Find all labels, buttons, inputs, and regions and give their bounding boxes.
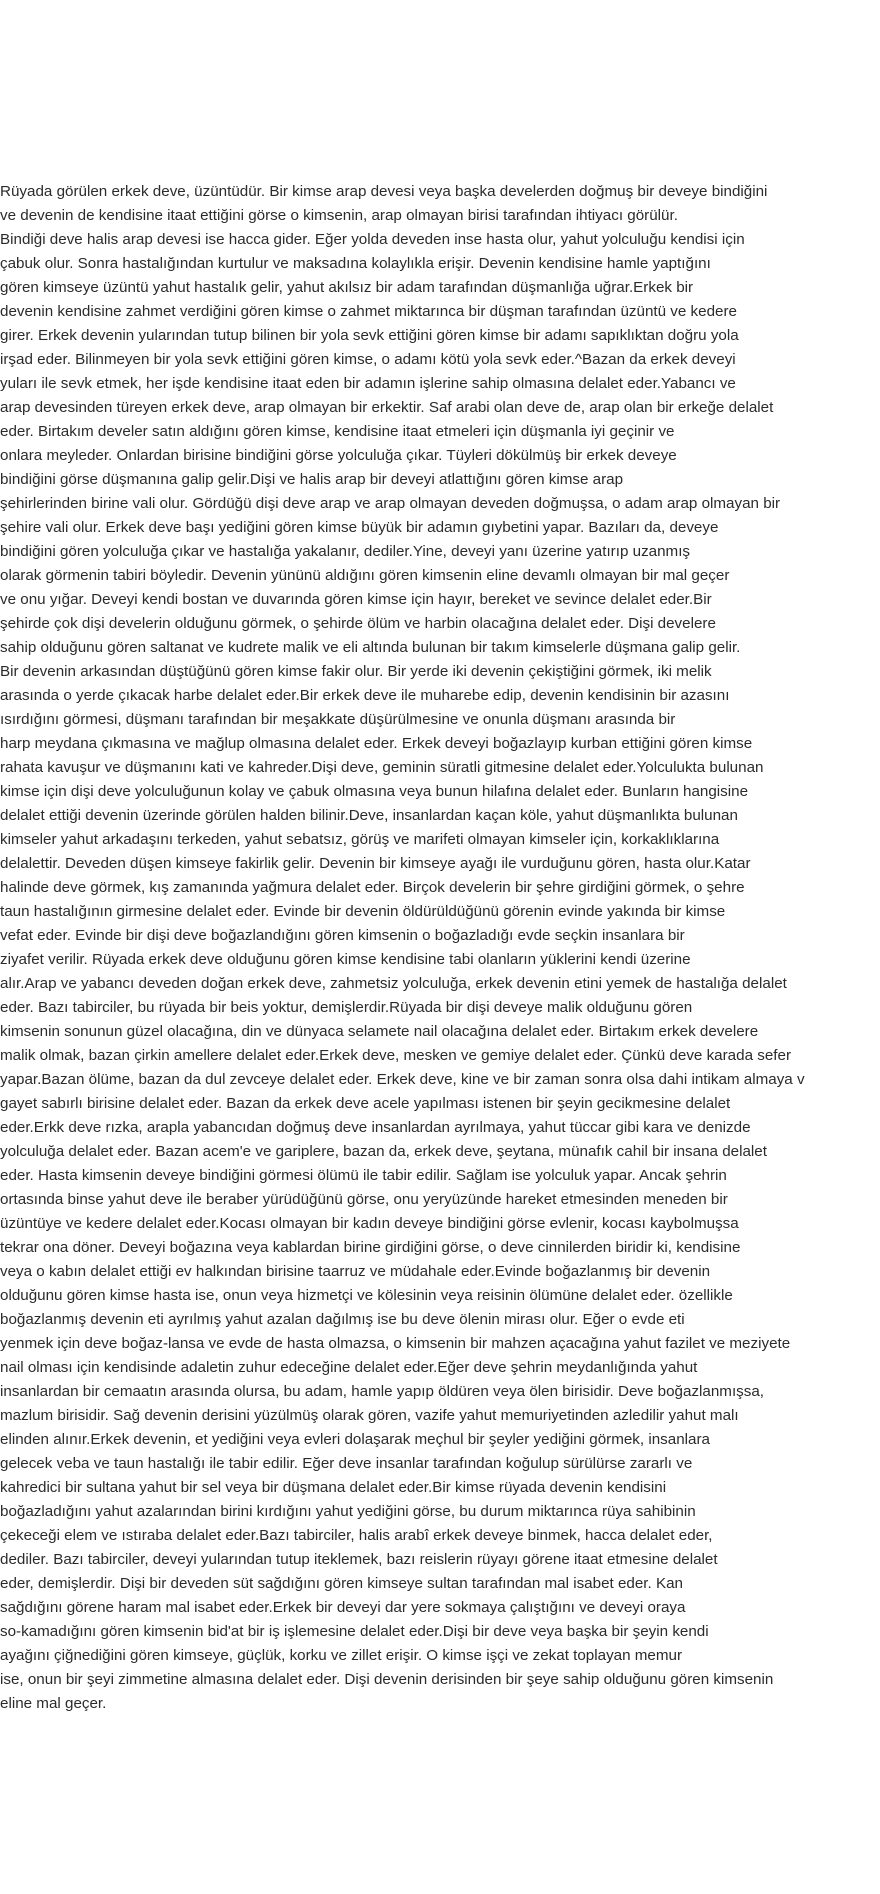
text-line: eder. Hasta kimsenin deveye bindiğini görmesi ölümü ile tabir edilir. Sağlam ise yolculuk yapar. Ancak şehrin bbox=[0, 1167, 727, 1184]
text-line: bindiğini görse düşmanına galip gelir.Dişi ve halis arap bir deveyi atlattığını gören kimse arap bbox=[0, 471, 624, 488]
article-text bbox=[0, 180, 880, 1716]
text-line: taun hastalığının girmesine delalet eder. Evinde bir devenin öldürüldüğünü görenin evinde yakında bir kimse bbox=[0, 903, 726, 920]
text-line: ortasında binse yahut deve ile beraber yürüdüğünü görse, onu yeryüzünde hareket etmesinden meneden bir bbox=[0, 1191, 728, 1208]
text-line: Bir devenin arkasından düştüğünü gören kimse fakir olur. Bir yerde iki devenin çekiştiğini görmek, iki melik bbox=[0, 663, 712, 680]
text-line: ısırdığını görmesi, düşmanı tarafından bir meşakkate düşürülmesine ve onunla düşmanı arasında bir bbox=[0, 711, 676, 728]
text-line: veya o kabın delalet ettiği ev halkından birisine taarruz ve müdahale eder.Evinde boğazlanmış bir devenin bbox=[0, 1263, 711, 1280]
text-line: insanlardan bir cemaatın arasında olursa, bu adam, hamle yapıp öldüren veya ölen birisidir. Deve boğazlanmışsa, bbox=[0, 1383, 765, 1400]
text-line: yolculuğa delalet eder. Bazan acem'e ve gariplere, bazan da, erkek deve, şeytana, münafık cahil bir insana delalet bbox=[0, 1143, 767, 1160]
text-line: yapar.Bazan ölüme, bazan da dul zevceye delalet eder. Erkek deve, kine ve bir zaman sonra olsa dahi intikam almaya v bbox=[0, 1071, 805, 1088]
text-line: tekrar ona döner. Deveyi boğazına veya kablardan birine girdiğini görse, o deve cinnilerden biridir ki, kendisine bbox=[0, 1239, 741, 1256]
text-line: yuları ile sevk etmek, her işde kendisine itaat eden bir adamın işlerine sahip olmasına delalet eder.Yabancı ve bbox=[0, 375, 736, 392]
text-line: girer. Erkek devenin yularından tutup bilinen bir yola sevk ettiğini gören kimse bir adamı sapıklıktan doğru yola bbox=[0, 327, 739, 344]
text-line: kimse için dişi deve yolculuğunun kolay ve çabuk olmasına veya bunun hilafına delalet eder. Bunların hangisine bbox=[0, 783, 749, 800]
text-line: kimseler yahut arkadaşını terkeden, yahut sebatsız, görüş ve marifeti olmayan kimseler için, korkaklıklarına bbox=[0, 831, 720, 848]
text-line: eder. Bazı tabirciler, bu rüyada bir beis yoktur, demişlerdir.Rüyada bir dişi deveye malik olduğunu gören bbox=[0, 999, 693, 1016]
text-line: gayet sabırlı birisine delalet eder. Bazan da erkek deve acele yapılması istenen bir şeyin gecikmesine delalet bbox=[0, 1095, 731, 1112]
text-line: sağdığını görene haram mal isabet eder.Erkek bir deveyi dar yere sokmaya çalıştığını ve deveyi oraya bbox=[0, 1599, 686, 1616]
text-line: delalet ettiği devenin üzerinde görülen halden bilinir.Deve, insanlardan kaçan köle, yahut düşmanlıkta bulunan bbox=[0, 807, 738, 824]
text-line: Rüyada görülen erkek deve, üzüntüdür. Bir kimse arap devesi veya başka develerden doğmuş bir deveye bindiğini bbox=[0, 183, 768, 200]
text-line: ve devenin de kendisine itaat ettiğini görse o kimsenin, arap olmayan birisi tarafından ihtiyacı görülür. bbox=[0, 207, 678, 224]
text-line: kimsenin sonunun güzel olacağına, din ve dünyaca selamete nail olacağına delalet eder. Birtakım erkek develere bbox=[0, 1023, 759, 1040]
text-line: Bindiği deve halis arap devesi ise hacca gider. Eğer yolda deveden inse hasta olur, yahut yolculuğu kendisi için bbox=[0, 231, 745, 248]
text-line: ayağını çiğnediğini gören kimseye, güçlük, korku ve zillet erişir. O kimse işçi ve zekat toplayan memur bbox=[0, 1647, 683, 1664]
text-line: olarak görmenin tabiri böyledir. Devenin yününü aldığını gören kimsenin eline devamlı olmayan bir mal geçer bbox=[0, 567, 730, 584]
text-line: kahredici bir sultana yahut bir sel veya bir düşmana delalet eder.Bir kimse rüyada devenin kendisini bbox=[0, 1479, 667, 1496]
text-line: çabuk olur. Sonra hastalığından kurtulur ve maksadına kolaylıkla erişir. Devenin kendisine hamle yaptığını bbox=[0, 255, 711, 272]
text-line: eder. Birtakım develer satın aldığını gören kimse, kendisine itaat etmeleri için düşmanla iyi geçinir ve bbox=[0, 423, 675, 440]
text-line: arasında o yerde çıkacak harbe delalet eder.Bir erkek deve ile muharebe edip, devenin kendisinin bir azasını bbox=[0, 687, 730, 704]
text-line: rahata kavuşur ve düşmanını kati ve kahreder.Dişi deve, geminin süratli gitmesine delalet eder.Yolculukta bulunan bbox=[0, 759, 764, 776]
text-line: üzüntüye ve kedere delalet eder.Kocası olmayan bir kadın deveye bindiğini görse evlenir, kocası kaybolmuşsa bbox=[0, 1215, 739, 1232]
text-line: boğazlanmış devenin eti ayrılmış yahut azalan dağılmış ise bu deve ölenin mirası olur. Eğer o evde eti bbox=[0, 1311, 685, 1328]
text-line: ve onu yığar. Deveyi kendi bostan ve duvarında gören kimse için hayır, bereket ve sevince delalet eder.Bir bbox=[0, 591, 712, 608]
text-line: ise, onun bir şeyi zimmetine almasına delalet eder. Dişi devenin derisinden bir şeye sahip olduğunu gören kimsenin bbox=[0, 1671, 774, 1688]
text-line: eder, demişlerdir. Dişi bir deveden süt sağdığını gören kimseye sultan tarafından mal isabet eder. Kan bbox=[0, 1575, 683, 1592]
text-line: malik olmak, bazan çirkin amellere delalet eder.Erkek deve, mesken ve gemiye delalet eder. Çünkü deve karada sefer bbox=[0, 1047, 792, 1064]
text-line: so-kamadığını gören kimsenin bid'at bir iş işlemesine delalet eder.Dişi bir deve veya başka bir şeyin kendi bbox=[0, 1623, 709, 1640]
text-line: çekeceği elem ve ıstıraba delalet eder.Bazı tabirciler, halis arabî erkek deveye binmek, hacca delalet eder, bbox=[0, 1527, 713, 1544]
text-line: olduğunu gören kimse hasta ise, onun veya hizmetçi ve kölesinin veya reisinin ölümüne delalet eder. özellikle bbox=[0, 1287, 733, 1304]
text-line: elinden alınır.Erkek devenin, et yediğini veya evleri dolaşarak meçhul bir şeyler yediğini görmek, insanlara bbox=[0, 1431, 710, 1448]
text-line: mazlum birisidir. Sağ devenin derisini yüzülmüş olarak gören, vazife yahut memuriyetinden azledilir yahut malı bbox=[0, 1407, 739, 1424]
text-line: eline mal geçer. bbox=[0, 1695, 107, 1712]
text-line: gören kimseye üzüntü yahut hastalık gelir, yahut akılsız bir adam tarafından düşmanlığa uğrar.Erkek bir bbox=[0, 279, 694, 296]
text-line: arap devesinden türeyen erkek deve, arap olmayan bir erkektir. Saf arabi olan deve de, arap olan bir erkeğe delalet bbox=[0, 399, 774, 416]
text-line: gelecek veba ve taun hastalığı ile tabir edilir. Eğer deve insanlar tarafından koğulup sürülürse zararlı ve bbox=[0, 1455, 693, 1472]
text-line: şehirde çok dişi develerin olduğunu görmek, o şehirde ölüm ve harbin olacağına delalet eder. Dişi develere bbox=[0, 615, 716, 632]
text-line: nail olması için kendisinde adaletin zuhur edeceğine delalet eder.Eğer deve şehrin meydanlığında yahut bbox=[0, 1359, 698, 1376]
text-line: şehire vali olur. Erkek deve başı yediğini gören kimse büyük bir adamın gıybetini yapar. Bazıları da, deveye bbox=[0, 519, 719, 536]
text-line: boğazladığını yahut azalarından birini kırdığını yahut yediğini görse, bu durum miktarınca rüya sahibinin bbox=[0, 1503, 696, 1520]
text-line: sahip olduğunu gören saltanat ve kudrete malik ve eli altında bulunan bir takım kimselerle düşmana galip gelir. bbox=[0, 639, 741, 656]
text-line: yenmek için deve boğaz-lansa ve evde de hasta olmazsa, o kimsenin bir mahzen açacağına yahut fazilet ve meziyete bbox=[0, 1335, 791, 1352]
text-line: bindiğini gören yolculuğa çıkar ve hastalığa yakalanır, dediler.Yine, deveyi yanı üzerine yatırıp uzanmış bbox=[0, 543, 691, 560]
text-line: dediler. Bazı tabirciler, deveyi yularından tutup iteklemek, bazı reislerin rüyayı görene itaat etmesine delalet bbox=[0, 1551, 718, 1568]
text-line: ziyafet verilir. Rüyada erkek deve olduğunu gören kimse kendisine tabi olanların yüklerini kendi üzerine bbox=[0, 951, 691, 968]
text-line: alır.Arap ve yabancı deveden doğan erkek deve, zahmetsiz yolculuğa, erkek devenin etini yemek de hastalığa delalet bbox=[0, 975, 787, 992]
text-line: devenin kendisine zahmet verdiğini gören kimse o zahmet miktarınca bir düşman tarafından üzüntü ve kedere bbox=[0, 303, 737, 320]
text-line: onlara meyleder. Onlardan birisine bindiğini görse yolculuğa çıkar. Tüyleri dökülmüş bir erkek deveye bbox=[0, 447, 677, 464]
text-line: delalettir. Deveden düşen kimseye fakirlik gelir. Devenin bir kimseye ayağı ile vurduğunu gören, hasta olur.Katar bbox=[0, 855, 751, 872]
text-line: harp meydana çıkmasına ve mağlup olmasına delalet eder. Erkek deveyi boğazlayıp kurban ettiğini gören kimse bbox=[0, 735, 753, 752]
text-line: halinde deve görmek, kış zamanında yağmura delalet eder. Birçok develerin bir şehre girdiğini görmek, o şehre bbox=[0, 879, 745, 896]
text-line: irşad eder. Bilinmeyen bir yola sevk ettiğini gören kimse, o adamı kötü yola sevk eder.^Bazan da erkek deveyi bbox=[0, 351, 736, 368]
text-line: şehirlerinden birine vali olur. Gördüğü dişi deve arap ve arap olmayan deveden doğmuşsa, o adam arap olmayan bir bbox=[0, 495, 781, 512]
text-line: eder.Erkk deve rızka, arapla yabancıdan doğmuş deve insanlardan ayrılmaya, yahut tüccar gibi kara ve denizde bbox=[0, 1119, 751, 1136]
text-line: vefat eder. Evinde bir dişi deve boğazlandığını gören kimsenin o boğazladığı evde seçkin insanlara bir bbox=[0, 927, 685, 944]
